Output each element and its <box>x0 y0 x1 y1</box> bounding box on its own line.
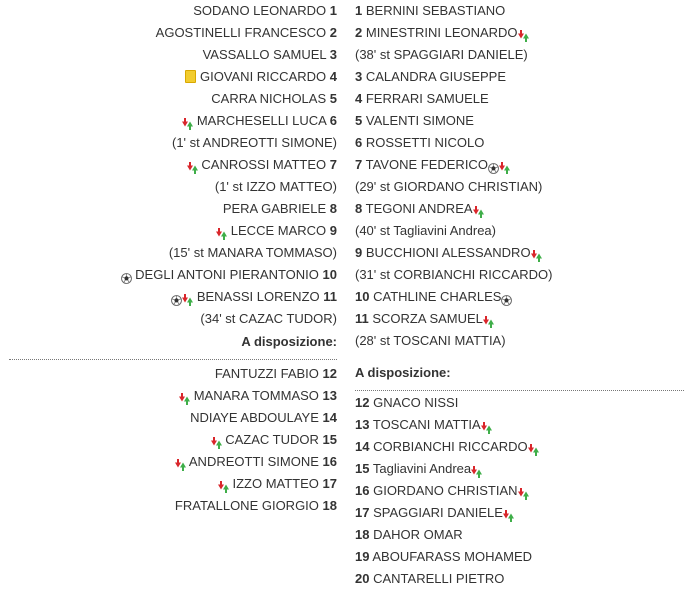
player-name: TEGONI ANDREA <box>365 201 473 216</box>
player-name: VASSALLO SAMUEL <box>202 47 327 62</box>
shirt-number: 1 <box>355 3 363 18</box>
player-name: IZZO MATTEO <box>232 476 319 491</box>
goal-ball-icon <box>501 291 512 302</box>
away-bench-list <box>346 392 693 590</box>
substitution-note-row <box>346 264 693 286</box>
player-row <box>0 451 346 473</box>
player-row <box>346 502 693 524</box>
player-row <box>346 546 693 568</box>
player-name: FRATALLONE GIORGIO <box>174 498 319 513</box>
player-name: ROSSETTI NICOLO <box>365 135 485 150</box>
goal-ball-icon <box>488 159 499 170</box>
shirt-number: 6 <box>355 135 363 150</box>
player-row <box>346 88 693 110</box>
substitution-icon <box>499 159 510 171</box>
substitution-icon <box>483 313 494 325</box>
substitution-note: (34' st CAZAC TUDOR) <box>200 311 337 326</box>
player-row <box>0 473 346 495</box>
player-row <box>0 363 346 385</box>
shirt-number: 11 <box>355 311 369 326</box>
player-row <box>0 385 346 407</box>
shirt-number: 7 <box>329 157 337 172</box>
shirt-number: 17 <box>322 476 337 491</box>
player-row <box>0 407 346 429</box>
shirt-number: 17 <box>355 505 370 520</box>
substitution-icon <box>182 291 193 303</box>
substitution-icon <box>175 456 186 468</box>
player-name: SPAGGIARI DANIELE <box>373 505 503 520</box>
substitution-icon <box>216 225 227 237</box>
player-row <box>0 154 346 176</box>
player-row <box>346 66 693 88</box>
shirt-number: 16 <box>322 454 337 469</box>
goal-ball-icon <box>121 269 132 280</box>
home-bench-heading: A disposizione: <box>241 334 337 349</box>
shirt-number: 18 <box>322 498 337 513</box>
home-lineup <box>0 0 346 517</box>
shirt-number: 8 <box>355 201 363 216</box>
player-name: SCORZA SAMUEL <box>372 311 483 326</box>
substitution-icon <box>179 390 190 402</box>
player-name: BUCCHIONI ALESSANDRO <box>365 245 531 260</box>
player-row <box>346 414 693 436</box>
player-name: Tagliavini Andrea <box>372 461 472 476</box>
shirt-number: 10 <box>322 267 337 282</box>
substitution-icon <box>218 478 229 490</box>
player-name: BENASSI LORENZO <box>196 289 320 304</box>
away-bench-heading: A disposizione: <box>355 365 451 380</box>
player-row <box>346 198 693 220</box>
player-name: CAZAC TUDOR <box>225 432 319 447</box>
player-name: MINESTRINI LEONARDO <box>365 25 518 40</box>
shirt-number: 5 <box>355 113 363 128</box>
shirt-number: 2 <box>355 25 363 40</box>
shirt-number: 18 <box>355 527 370 542</box>
player-row <box>346 242 693 264</box>
player-name: AGOSTINELLI FRANCESCO <box>155 25 327 40</box>
away-lineup <box>346 0 693 590</box>
shirt-number: 7 <box>355 157 363 172</box>
substitution-note: (1' st IZZO MATTEO) <box>214 179 337 194</box>
shirt-number: 2 <box>329 25 337 40</box>
player-name: NDIAYE ABDOULAYE <box>190 410 319 425</box>
substitution-note-row <box>346 220 693 242</box>
shirt-number: 13 <box>322 388 337 403</box>
player-name: CARRA NICHOLAS <box>211 91 327 106</box>
player-name: BERNINI SEBASTIANO <box>365 3 506 18</box>
substitution-note-row <box>0 308 346 330</box>
away-bench-divider <box>355 390 684 391</box>
player-name: CORBIANCHI RICCARDO <box>373 439 528 454</box>
player-row <box>0 66 346 88</box>
player-name: MARCHESELLI LUCA <box>196 113 327 128</box>
goal-ball-icon <box>171 291 182 302</box>
player-name: VALENTI SIMONE <box>365 113 474 128</box>
substitution-note-row <box>346 176 693 198</box>
player-row <box>0 44 346 66</box>
player-name: TOSCANI MATTIA <box>372 417 481 432</box>
player-name: GNACO NISSI <box>373 395 459 410</box>
player-name: LECCE MARCO <box>230 223 327 238</box>
player-name: ABOUFARASS MOHAMED <box>372 549 533 564</box>
substitution-icon <box>182 115 193 127</box>
player-name: PERA GABRIELE <box>222 201 327 216</box>
shirt-number: 13 <box>355 417 370 432</box>
shirt-number: 8 <box>329 201 337 216</box>
substitution-icon <box>518 27 529 39</box>
player-row <box>346 458 693 480</box>
player-name: TAVONE FEDERICO <box>365 157 488 172</box>
shirt-number: 15 <box>322 432 337 447</box>
player-row <box>346 154 693 176</box>
player-row <box>0 286 346 308</box>
substitution-note: (38' st SPAGGIARI DANIELE) <box>355 47 528 62</box>
substitution-note: (28' st TOSCANI MATTIA) <box>355 333 506 348</box>
shirt-number: 12 <box>322 366 337 381</box>
player-row <box>0 198 346 220</box>
player-name: CANTARELLI PIETRO <box>373 571 505 586</box>
shirt-number: 9 <box>355 245 363 260</box>
player-name: CATHLINE CHARLES <box>373 289 502 304</box>
shirt-number: 14 <box>355 439 370 454</box>
substitution-note-row <box>0 132 346 154</box>
player-row <box>0 220 346 242</box>
home-starters-list <box>0 0 346 330</box>
substitution-note-row <box>0 176 346 198</box>
player-row <box>346 480 693 502</box>
shirt-number: 10 <box>355 289 370 304</box>
shirt-number: 16 <box>355 483 370 498</box>
player-name: CANROSSI MATTEO <box>201 157 327 172</box>
player-row <box>0 22 346 44</box>
shirt-number: 1 <box>329 3 337 18</box>
player-name: GIOVANI RICCARDO <box>199 69 327 84</box>
substitution-note: (40' st Tagliavini Andrea) <box>355 223 496 238</box>
shirt-number: 11 <box>323 289 337 304</box>
home-bench-divider <box>9 359 337 360</box>
shirt-number: 15 <box>355 461 370 476</box>
substitution-icon <box>473 203 484 215</box>
substitution-note: (15' st MANARA TOMMASO) <box>168 245 337 260</box>
shirt-number: 19 <box>355 549 370 564</box>
player-name: CALANDRA GIUSEPPE <box>365 69 507 84</box>
shirt-number: 3 <box>329 47 337 62</box>
away-starters-list <box>346 0 693 352</box>
player-row <box>346 22 693 44</box>
player-row <box>0 110 346 132</box>
shirt-number: 9 <box>329 223 337 238</box>
player-name: FANTUZZI FABIO <box>214 366 319 381</box>
substitution-icon <box>481 419 492 431</box>
substitution-icon <box>187 159 198 171</box>
shirt-number: 5 <box>329 91 337 106</box>
substitution-note: (31' st CORBIANCHI RICCARDO) <box>355 267 553 282</box>
substitution-note-row <box>346 44 693 66</box>
player-row <box>346 0 693 22</box>
shirt-number: 6 <box>329 113 337 128</box>
player-row <box>346 110 693 132</box>
substitution-icon <box>471 463 482 475</box>
substitution-icon <box>518 485 529 497</box>
substitution-note: (29' st GIORDANO CHRISTIAN) <box>355 179 543 194</box>
substitution-icon <box>503 507 514 519</box>
shirt-number: 20 <box>355 571 370 586</box>
player-name: FERRARI SAMUELE <box>365 91 489 106</box>
shirt-number: 14 <box>322 410 337 425</box>
substitution-note: (1' st ANDREOTTI SIMONE) <box>172 135 337 150</box>
home-bench-list <box>0 363 346 517</box>
substitution-note-row <box>0 242 346 264</box>
shirt-number: 3 <box>355 69 363 84</box>
player-name: DAHOR OMAR <box>373 527 463 542</box>
player-row <box>346 286 693 308</box>
shirt-number: 4 <box>329 69 337 84</box>
player-row <box>0 429 346 451</box>
player-row <box>346 308 693 330</box>
player-row <box>346 436 693 458</box>
player-row <box>0 88 346 110</box>
player-name: SODANO LEONARDO <box>193 3 327 18</box>
substitution-icon <box>211 434 222 446</box>
player-row <box>0 0 346 22</box>
shirt-number: 4 <box>355 91 363 106</box>
player-row <box>0 264 346 286</box>
player-name: DEGLI ANTONI PIERANTONIO <box>135 267 319 282</box>
substitution-icon <box>528 441 539 453</box>
yellow-card-icon <box>185 70 196 83</box>
substitution-note-row <box>346 330 693 352</box>
player-row <box>0 495 346 517</box>
shirt-number: 12 <box>355 395 370 410</box>
substitution-icon <box>531 247 542 259</box>
player-name: MANARA TOMMASO <box>193 388 319 403</box>
player-row <box>346 568 693 590</box>
player-row <box>346 132 693 154</box>
player-name: GIORDANO CHRISTIAN <box>373 483 518 498</box>
player-row <box>346 392 693 414</box>
player-row <box>346 524 693 546</box>
player-name: ANDREOTTI SIMONE <box>188 454 319 469</box>
